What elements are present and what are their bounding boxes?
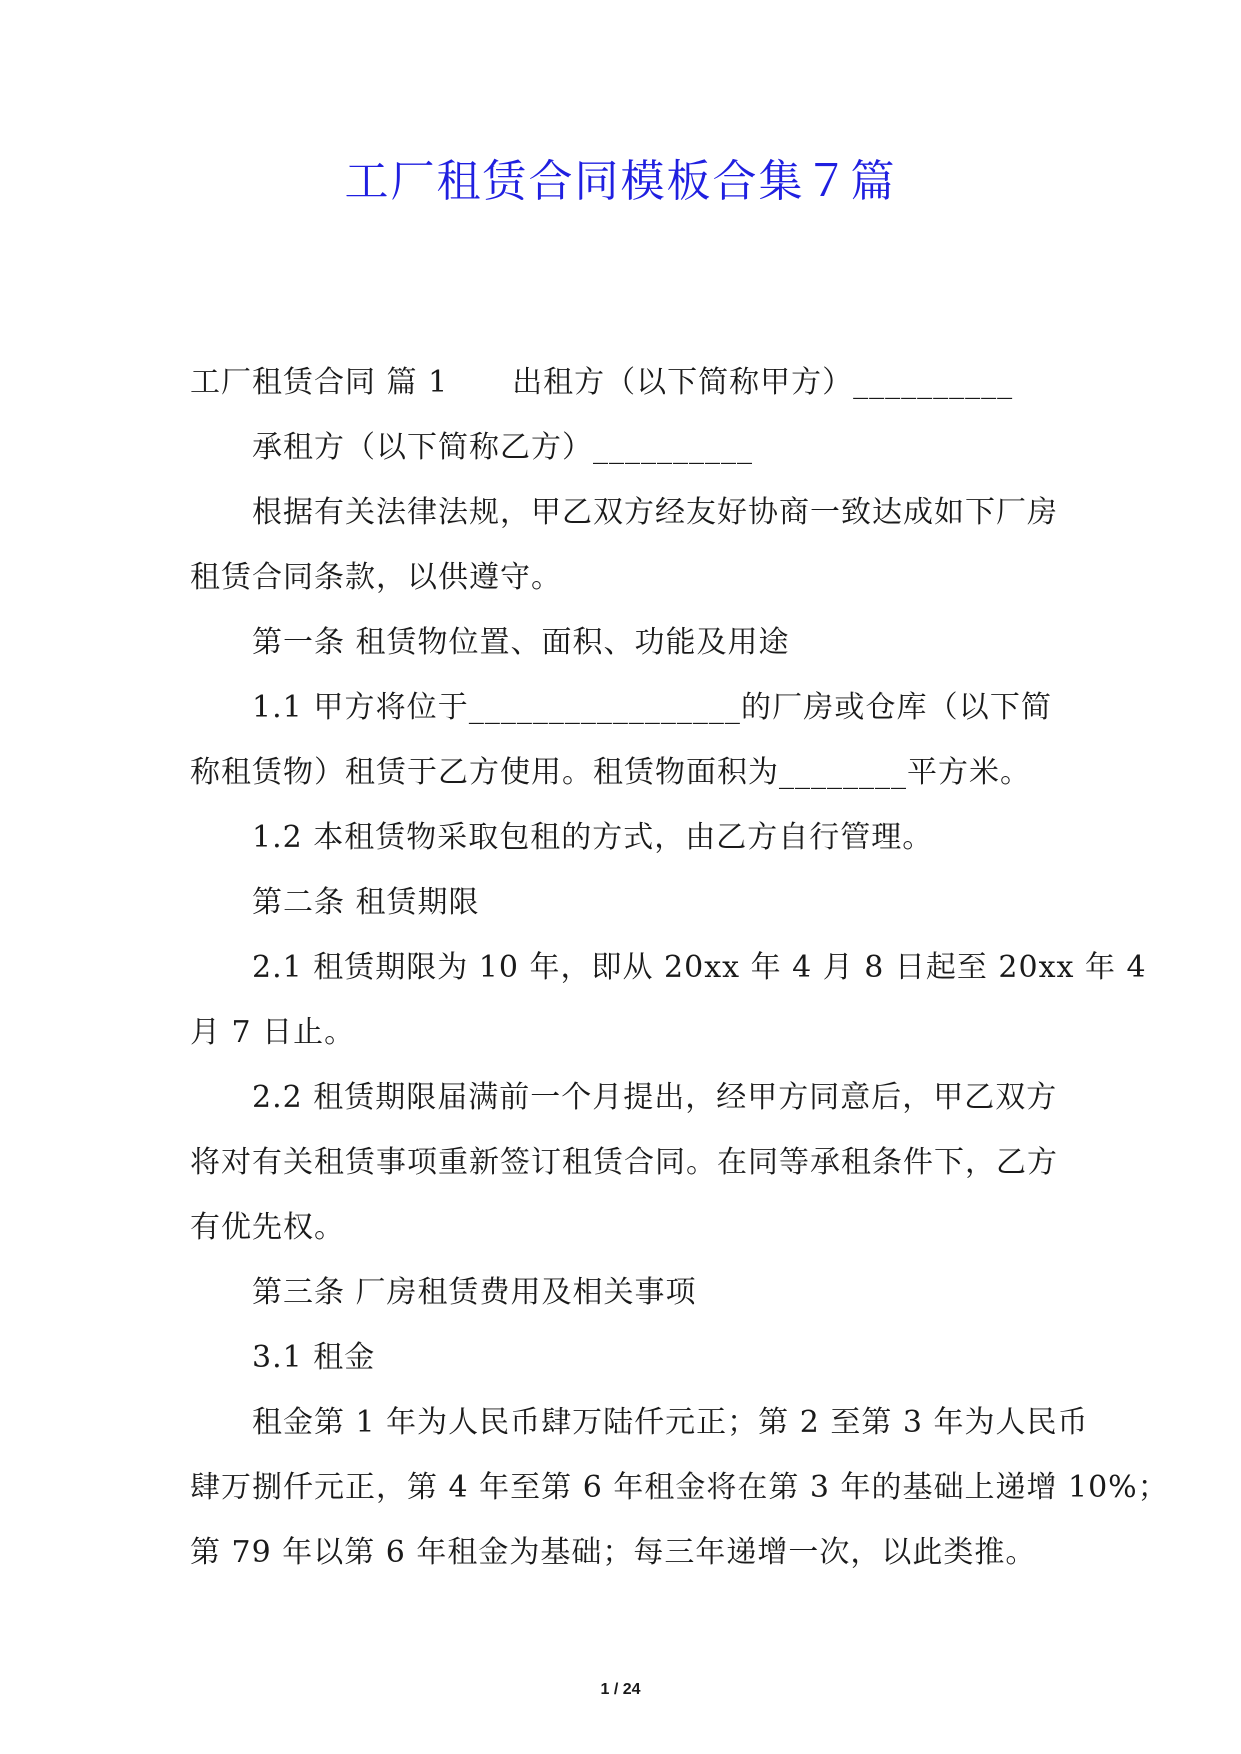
lessor-line: 出租方（以下简称甲方）__________ [512,365,1014,400]
document-title: 工厂租赁合同模板合集７篇 [344,156,897,207]
paragraph-line: 根据有关法律法规，甲乙双方经友好协商一致达成如下厂房 [252,495,1058,530]
article-heading: 第二条 租赁期限 [252,885,480,920]
paragraph-line: 将对有关租赁事项重新签订租赁合同。在同等承租条件下，乙方 [190,1145,1058,1180]
paragraph-line: 2.1 租赁期限为 10 年，即从 20xx 年 4 月 8 日起至 20xx 年 4 [252,950,1147,985]
lessee-line: 承租方（以下简称乙方）__________ [252,430,753,465]
contract-heading-label: 工厂租赁合同 [190,365,376,400]
paragraph-line: 租赁合同条款，以供遵守。 [190,560,562,595]
paragraph-line: 有优先权。 [190,1210,345,1245]
paragraph-line: 2.2 租赁期限届满前一个月提出，经甲方同意后，甲乙双方 [252,1080,1058,1115]
article-heading: 第一条 租赁物位置、面积、功能及用途 [252,625,790,660]
contract-heading-line [190,350,1052,415]
paragraph-line: 1.2 本租赁物采取包租的方式，由乙方自行管理。 [252,820,934,855]
paragraph-line: 第 79 年以第 6 年租金为基础；每三年递增一次，以此类推。 [190,1535,1037,1570]
article-heading: 第三条 厂房租赁费用及相关事项 [252,1275,697,1310]
paragraph-line: 1.1 甲方将位于_________________的厂房或仓库（以下简 [252,690,1052,725]
page-number: 1 / 24 [600,1681,641,1698]
paragraph-line: 肆万捌仟元正，第 4 年至第 6 年租金将在第 3 年的基础上递增 10%； [190,1470,1169,1505]
contract-heading-part: 篇 1 [386,365,449,400]
paragraph-line: 称租赁物）租赁于乙方使用。租赁物面积为________平方米。 [190,755,1031,790]
paragraph-line: 租金第 1 年为人民币肆万陆仟元正；第 2 至第 3 年为人民币 [252,1405,1089,1440]
paragraph-line: 3.1 租金 [252,1340,376,1375]
document-body [190,350,1169,1585]
paragraph-line: 月 7 日止。 [190,1015,356,1050]
